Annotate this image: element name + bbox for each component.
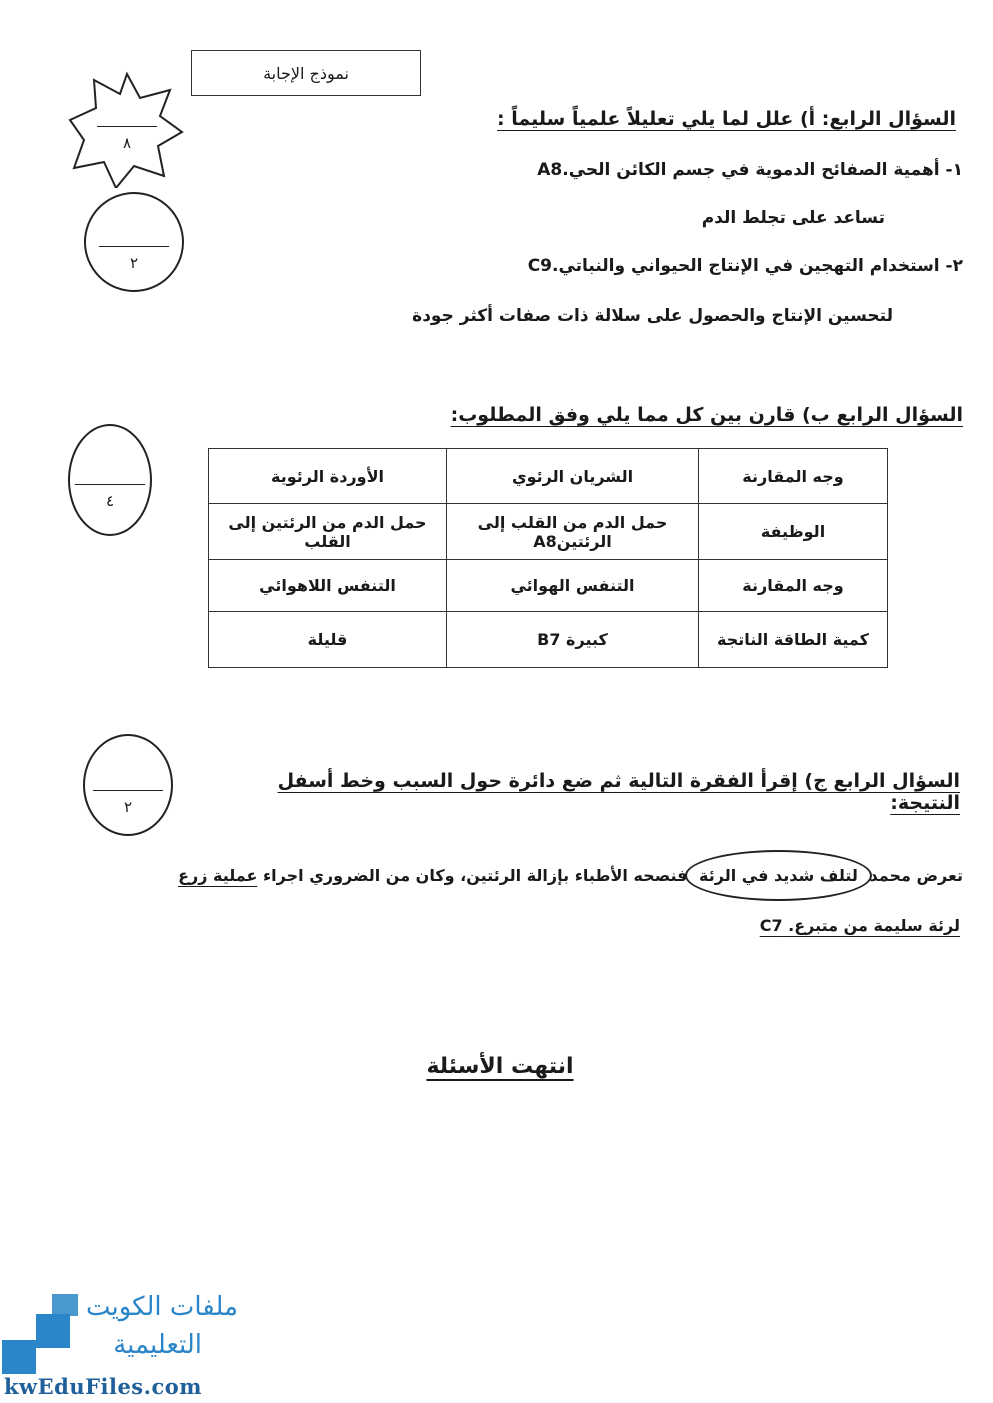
table-row — [209, 449, 888, 504]
table-cell-col2: حمل الدم من الرئتين إلى القلب — [209, 504, 447, 560]
score-divider — [75, 484, 145, 485]
paragraph-line-1 — [178, 866, 963, 885]
table-row — [209, 612, 888, 668]
result-text-part1: عملية زرع — [178, 866, 258, 885]
table-cell-aspect: وجه المقارنة — [699, 449, 888, 504]
score-circle — [84, 192, 184, 292]
score-value: ٨ — [122, 134, 132, 152]
result-text-part2: لرئة سليمة من متبرع. C7 — [759, 916, 960, 935]
table-cell-col2: الأوردة الرئوية — [209, 449, 447, 504]
cause-circle — [685, 850, 872, 901]
cause-text: لتلف شديد في الرئة — [699, 866, 858, 885]
score-divider — [97, 126, 157, 127]
question-4b-heading: السؤال الرابع ب) قارن بين كل مما يلي وفق المطلوب: — [450, 404, 963, 426]
star-icon — [68, 70, 186, 188]
answer-model-text: نموذج الإجابة — [263, 63, 349, 83]
score-star-badge — [68, 70, 186, 188]
answer-4a-item-2: لتحسين الإنتاج والحصول على سلالة ذات صفات أكثر جودة — [412, 306, 893, 326]
score-value: ٢ — [123, 798, 133, 816]
question-4a-item-1: ١- أهمية الصفائح الدموية في جسم الكائن الحي.A8 — [537, 160, 963, 180]
table-cell-col1: التنفس الهوائي — [447, 560, 699, 612]
table-cell-col1: الشريان الرئوي — [447, 449, 699, 504]
table-cell-aspect: وجه المقارنة — [699, 560, 888, 612]
comparison-table — [208, 448, 888, 668]
table-cell-aspect: الوظيفة — [699, 504, 888, 560]
answer-4a-item-1: تساعد على تجلط الدم — [701, 208, 885, 228]
logo-line-1: ملفات الكويت — [85, 1292, 238, 1322]
score-circle — [68, 424, 152, 536]
table-cell-col2: قليلة — [209, 612, 447, 668]
table-cell-col1: حمل الدم من القلب إلى الرئتينA8 — [447, 504, 699, 560]
end-of-questions: انتهت الأسئلة — [426, 1054, 574, 1079]
circled-cause — [693, 866, 864, 885]
logo-website: kwEduFiles.com — [4, 1374, 202, 1399]
question-4a-item-2: ٢- استخدام التهجين في الإنتاج الحيواني والنباتي.C9 — [527, 256, 963, 276]
table-row — [209, 560, 888, 612]
score-divider — [99, 246, 169, 247]
score-value: ٢ — [129, 254, 139, 272]
paragraph-text: تعرض محمد — [863, 866, 963, 885]
score-circle — [83, 734, 173, 836]
table-row — [209, 504, 888, 560]
answer-model-label — [191, 50, 421, 96]
table-cell-aspect: كمية الطاقة الناتجة — [699, 612, 888, 668]
table-cell-col2: التنفس اللاهوائي — [209, 560, 447, 612]
table-cell-col1: كبيرة B7 — [447, 612, 699, 668]
logo-line-2: التعليمية — [113, 1330, 202, 1360]
paragraph-text: فنصحه الأطباء بإزالة الرئتين، وكان من الضروري اجراء — [257, 866, 694, 885]
score-value: ٤ — [105, 492, 115, 510]
question-4c-heading: السؤال الرابع ج) إقرأ الفقرة التالية ثم ضع دائرة حول السبب وخط أسفل النتيجة: — [277, 770, 960, 814]
score-divider — [93, 790, 163, 791]
site-logo — [0, 1290, 250, 1403]
question-4a-heading: السؤال الرابع: أ) علل لما يلي تعليلاً علمياً سليماً : — [497, 108, 956, 130]
